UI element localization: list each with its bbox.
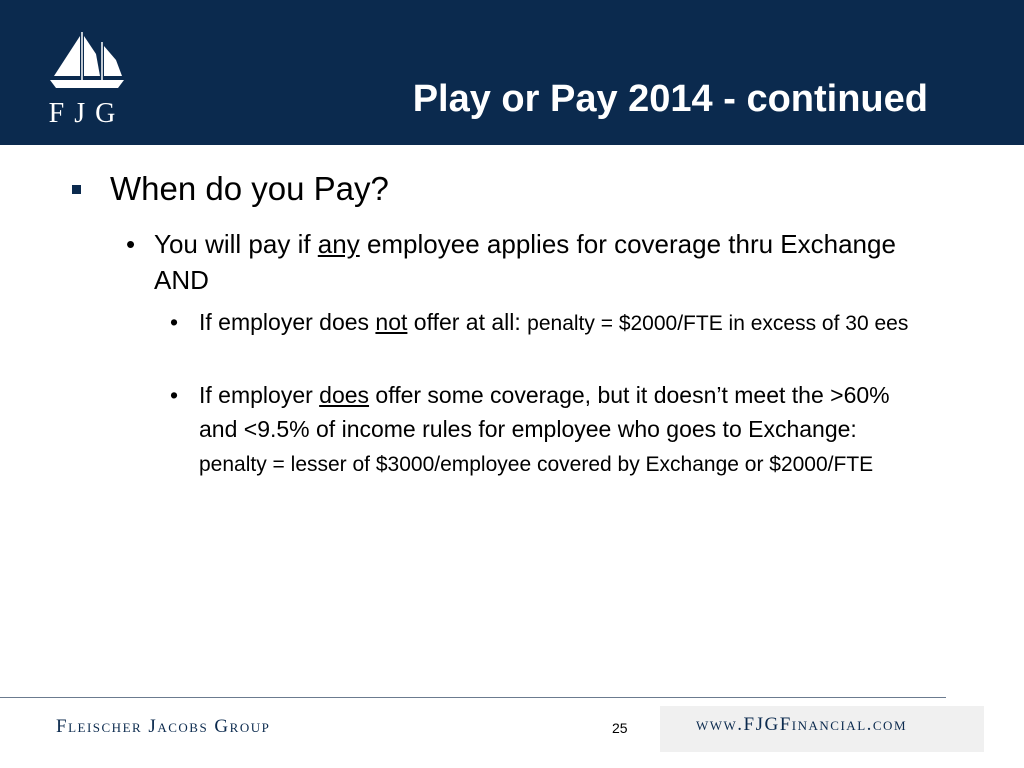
bullet-icon: • xyxy=(170,309,179,335)
page-title: Play or Pay 2014 - continued xyxy=(412,78,928,120)
bullet-icon: • xyxy=(170,382,179,408)
bullet-icon: • xyxy=(126,229,136,259)
page-number: 25 xyxy=(612,720,628,736)
bullet-text-mid: offer at all: xyxy=(407,309,528,335)
bullet-text-pre: If employer xyxy=(199,382,320,408)
bullet-text-underlined: any xyxy=(317,229,360,259)
logo-text: FJG xyxy=(48,98,126,129)
header-bar xyxy=(0,0,1024,145)
penalty-text: penalty = lesser of $3000/employee covered by Exchange or $2000/FTE xyxy=(199,453,874,476)
bullet-text-mid: offer some coverage, but it doesn’t meet the >60% and <9.5% of income rules for employee who goes to Exchange: xyxy=(199,382,890,442)
bullet-text-post: employee applies for coverage thru Exchange AND xyxy=(154,229,896,295)
website-url: www.FJGFinancial.com xyxy=(696,714,907,735)
company-name: Fleischer Jacobs Group xyxy=(56,716,271,737)
fjg-logo xyxy=(42,30,132,130)
bullet-text-underlined: not xyxy=(375,309,408,335)
penalty-text: penalty = $2000/FTE in excess of 30 ees xyxy=(527,312,909,335)
bullet-level2 xyxy=(126,226,916,298)
footer-divider xyxy=(0,697,946,698)
bullet-level3-does-offer xyxy=(170,378,930,482)
bullet-text-pre: If employer does xyxy=(199,309,376,335)
bullet-level3-not-offer xyxy=(170,305,930,341)
square-bullet-icon xyxy=(72,185,81,194)
heading-text: When do you Pay? xyxy=(110,170,389,207)
bullet-text-pre: You will pay if xyxy=(154,229,318,259)
sailboat-icon xyxy=(46,30,126,92)
bullet-text-underlined: does xyxy=(319,382,370,408)
